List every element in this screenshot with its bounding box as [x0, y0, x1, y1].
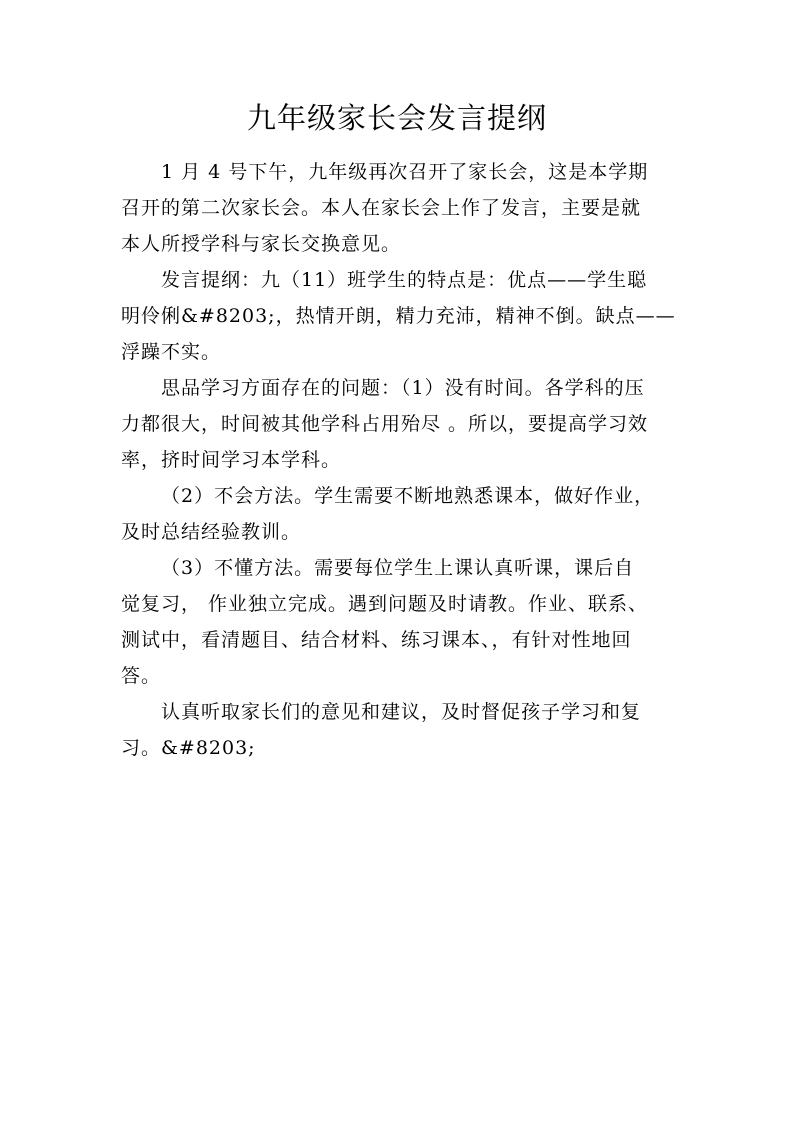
paragraph-line: 召开的第二次家长会。本人在家长会上作了发言，主要是就 [121, 197, 642, 219]
paragraph-line: 思品学习方面存在的问题：（1）没有时间。各学科的压 [161, 377, 645, 399]
paragraph-line: 觉复习， 作业独立完成。遇到问题及时请教。作业、联系、 [121, 593, 649, 615]
paragraph-line: 发言提纲：九（11）班学生的特点是：优点——学生聪 [161, 269, 648, 291]
paragraph-line: 答。 [121, 665, 162, 687]
paragraph-line: （2）不会方法。学生需要不断地熟悉课本，做好作业， [161, 485, 655, 507]
paragraph-line: 认真听取家长们的意见和建议，及时督促孩子学习和复 [161, 701, 642, 723]
paragraph-line: 本人所授学科与家长交换意见。 [121, 233, 402, 255]
paragraph-line: 习。&#8203; [121, 737, 256, 759]
document-body [121, 154, 686, 766]
paragraph-line: 力都很大，时间被其他学科占用殆尽 。所以，要提高学习效 [121, 413, 649, 435]
paragraph-line: 率，挤时间学习本学科。 [121, 449, 342, 471]
paragraph-line: 浮躁不实。 [121, 341, 222, 363]
document-title: 九年级家长会发言提纲 [246, 101, 547, 135]
paragraph-line: （3）不懂方法。需要每位学生上课认真听课，课后自 [161, 557, 635, 579]
paragraph-line: 测试中，看清题目、结合材料、练习课本、，有针对性地回 [121, 629, 632, 651]
paragraph-line: 明伶俐&#8203;，热情开朗，精力充沛，精神不倒。缺点—— [121, 305, 676, 327]
paragraph-line: 及时总结经验教训。 [121, 521, 302, 543]
paragraph-line: 1 月 4 号下午，九年级再次召开了家长会，这是本学期 [161, 161, 649, 183]
